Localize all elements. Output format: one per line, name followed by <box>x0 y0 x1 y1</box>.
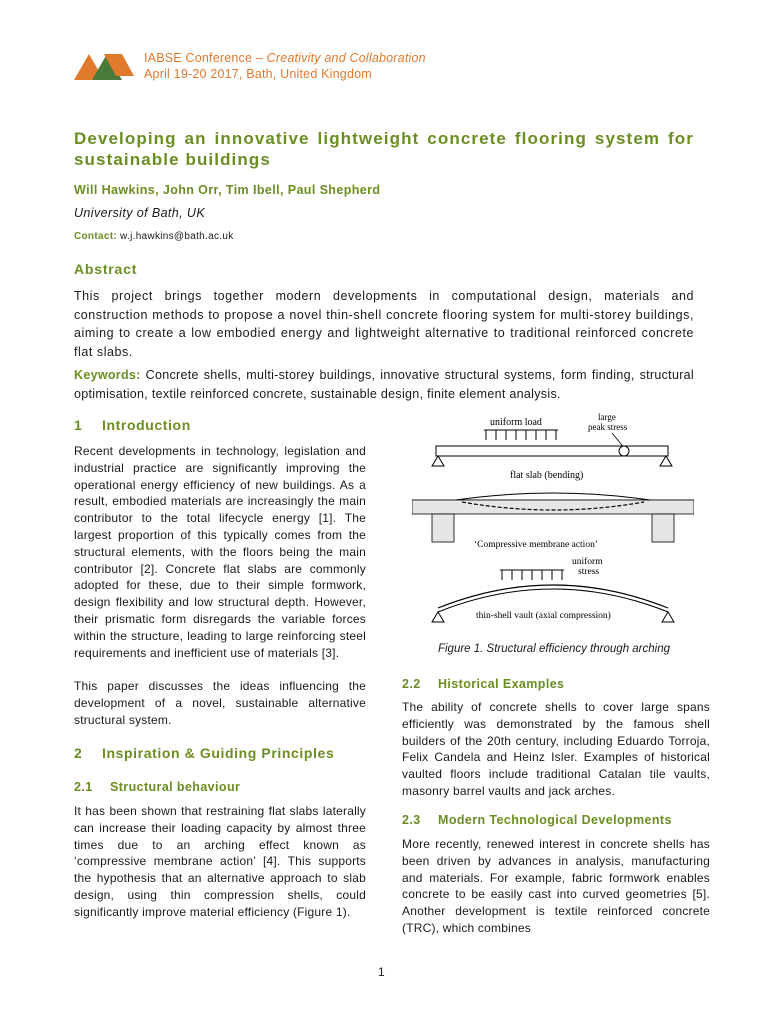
subsection-2-2-heading <box>402 677 564 691</box>
iabse-logo <box>74 50 134 80</box>
intro-paragraph-1: Recent developments in technology, legislation and industrial practice are significantly improving the operational energy efficiency of new buildings. As a result, embodied materials are increasingly the main contributor to the total lifecycle energy [1]. The largest proportion of this typically comes from the structural elements, with the floors being the main contributor [2]. Concrete flat slabs are commonly adopted for these, due to their simple formwork, design flexibility and low structural depth. However, their prismatic form disregards the variable forces within the structure, leading to large reinforcing steel requirements and inefficient use of materials [3]. <box>74 444 366 660</box>
abstract-text: This project brings together modern developments in computational design, materials and construction methods to propose a novel thin-shell concrete flooring system for multi-storey buildings, aiming to create a low embodied energy and lightweight alternative to traditional reinforced concrete flat slabs. <box>74 289 694 359</box>
section-number: 2 <box>74 745 83 761</box>
page-number: 1 <box>378 965 385 979</box>
label-vault: thin-shell vault (axial compression) <box>476 611 611 621</box>
modern-developments-text: More recently, renewed interest in concrete shells has been driven by advances in analysis, manufacturing and materials. For example, fabric formwork enables concrete to be easily cast into curved geometries [5]. Another development is textile reinforced concrete (TRC), which combines <box>402 837 710 935</box>
label-peak-stress: peak stress <box>588 422 628 432</box>
figure-1-caption: Figure 1. Structural efficiency through arching <box>437 643 671 655</box>
intro-paragraph-2: This paper discusses the ideas influencing the development of a novel, sustainable alternative structural system. <box>74 679 366 727</box>
conference-header <box>144 50 426 82</box>
label-flat-slab: flat slab (bending) <box>510 470 584 481</box>
subsection-number: 2.3 <box>402 813 421 827</box>
keywords-text: Concrete shells, multi-storey buildings, innovative structural systems, form finding, structural optimisation, textile reinforced concrete, sustainable design, finite element analysis. <box>74 368 695 401</box>
conference-theme: Creativity and Collaboration <box>266 51 426 65</box>
section-1-heading <box>74 417 191 433</box>
subsection-title: Historical Examples <box>438 677 565 691</box>
contact-line <box>74 231 234 242</box>
subsection-2-3-heading <box>402 813 672 827</box>
subsection-number: 2.1 <box>74 780 93 794</box>
label-uniform: uniform <box>572 557 603 567</box>
subsection-title: Modern Technological Developments <box>438 813 672 827</box>
structural-behaviour-text: It has been shown that restraining flat slabs laterally can increase their loading capacity by almost three times due to an arching effect known as ‘compressive membrane action’ [4]. This supports the hypothesis that an alternative approach to slab design, using thin compression shells, could significantly improve material efficiency (Figure 1). <box>74 804 366 919</box>
conference-prefix: IABSE Conference – <box>144 51 267 65</box>
historical-examples-text: The ability of concrete shells to cover large spans efficiently was demonstrated by the famous shell builders of the 20th century, including Eduardo Torroja, Felix Candela and Heinz Isler. Examples of historical vaulted floors include traditional Catalan tile vaults, masonry barrel vaults and jack arches. <box>402 700 710 798</box>
keywords <box>74 366 694 403</box>
paper-title: Developing an innovative lightweight concrete flooring system for sustainable buildings <box>74 129 694 169</box>
label-cma: ‘Compressive membrane action’ <box>474 540 598 550</box>
section-title: Introduction <box>102 417 191 433</box>
label-stress: stress <box>578 567 600 577</box>
contact-email[interactable]: w.j.hawkins@bath.ac.uk <box>120 231 234 242</box>
subsection-2-1-heading <box>74 780 240 794</box>
keywords-label: Keywords: <box>74 368 141 382</box>
subsection-number: 2.2 <box>402 677 421 691</box>
section-number: 1 <box>74 417 83 433</box>
subsection-title: Structural behaviour <box>110 780 241 794</box>
conference-date: April 19-20 2017, Bath, United Kingdom <box>144 67 372 81</box>
figure-structural-efficiency <box>412 406 694 636</box>
section-title: Inspiration & Guiding Principles <box>102 745 335 761</box>
label-uniform-load: uniform load <box>490 417 542 428</box>
contact-label: Contact: <box>74 231 117 242</box>
section-2-heading <box>74 745 334 761</box>
affiliation: University of Bath, UK <box>74 206 206 220</box>
abstract-heading: Abstract <box>74 261 138 277</box>
label-large: large <box>598 412 616 422</box>
authors: Will Hawkins, John Orr, Tim Ibell, Paul Shepherd <box>74 183 381 197</box>
